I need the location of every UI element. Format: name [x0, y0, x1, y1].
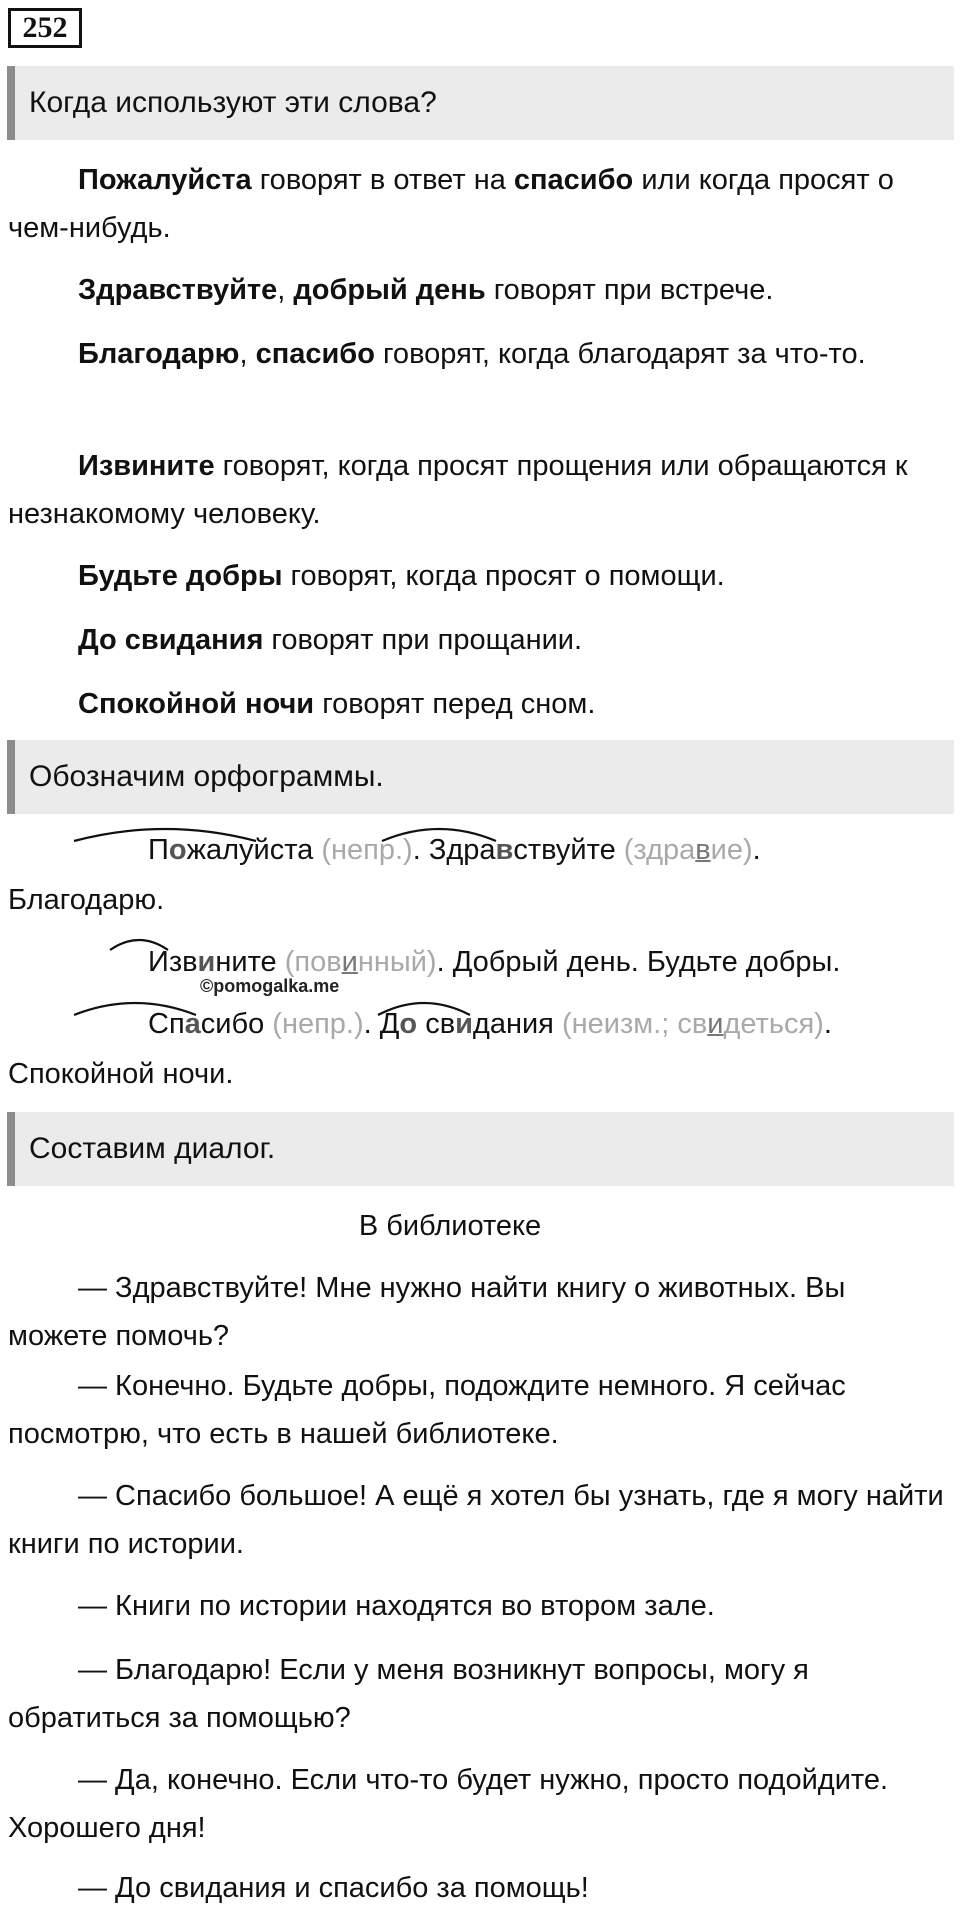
- usage-heading: Когда используют эти слова?: [29, 86, 437, 119]
- usage-text: или когда просят о чем-нибудь.: [8, 164, 894, 244]
- usage-paragraph-6: [8, 616, 948, 664]
- orthogram-note: нный): [357, 946, 437, 978]
- punctuation: .: [412, 834, 429, 866]
- usage-text: говорят при прощании.: [263, 624, 583, 656]
- punctuation: .: [823, 1008, 832, 1040]
- usage-paragraph-7: [8, 680, 948, 728]
- usage-paragraph-1: [8, 156, 948, 252]
- usage-term: До свидания: [78, 624, 264, 656]
- orthogram-check-letter: в: [695, 834, 711, 866]
- usage-paragraph-3: [8, 330, 948, 378]
- watermark: ©pomogalka.me: [200, 976, 340, 996]
- word-space: [417, 1008, 425, 1040]
- exercise-number: 252: [8, 8, 82, 48]
- usage-term: Благодарю: [78, 338, 240, 370]
- orthogram-note: (неизм.; св: [553, 1008, 708, 1040]
- sentence-text: . Добрый день. Будьте добры.: [436, 946, 841, 978]
- dialog-line-7: — До свидания и спасибо за помощь!: [78, 1872, 589, 1904]
- orthogram-line-3: [78, 938, 840, 986]
- orthogram-letter: а: [184, 1008, 201, 1040]
- usage-term: Извините: [78, 450, 215, 482]
- usage-text: говорят в ответ на: [251, 164, 514, 196]
- dialog-heading-bar: [7, 1112, 954, 1186]
- dialog-line-3: — Спасибо большое! А ещё я хотел бы узнать, где я могу найти книги по истории.: [8, 1480, 944, 1560]
- orthogram-check-letter: и: [707, 1008, 724, 1040]
- usage-term: спасибо: [513, 164, 634, 196]
- usage-separator: ,: [239, 338, 256, 370]
- orthogram-letter: и: [197, 946, 216, 978]
- orthogram-line-5: Спокойной ночи.: [8, 1058, 234, 1090]
- orthogram-note: (здра: [615, 834, 696, 866]
- word-part: Д: [379, 1008, 400, 1040]
- usage-term: Будьте добры: [78, 560, 283, 592]
- word-part: жалуйста: [186, 834, 314, 866]
- dialog-line-6: — Да, конечно. Если что-то будет нужно, просто подойдите. Хорошего дня!: [8, 1764, 889, 1844]
- usage-term: добрый день: [293, 274, 486, 306]
- orthogram-line-1: [78, 826, 761, 874]
- dialog-line-4: — Книги по истории находятся во втором зале.: [78, 1590, 715, 1622]
- usage-text: говорят при встрече.: [485, 274, 774, 306]
- orthogram-line-2: Благодарю.: [8, 884, 165, 916]
- orthogram-note: (непр.): [313, 834, 413, 866]
- usage-paragraph-4: [8, 442, 948, 538]
- usage-text: говорят, когда благодарят за что-то.: [374, 338, 866, 370]
- orthogram-heading-bar: [7, 740, 954, 814]
- dialog-heading: Составим диалог.: [29, 1132, 276, 1165]
- orthogram-letter: о: [399, 1008, 418, 1040]
- word-part: Здра: [428, 834, 496, 866]
- punctuation: .: [752, 834, 761, 866]
- orthogram-note: ие): [710, 834, 753, 866]
- dialog-line-2: — Конечно. Будьте добры, подождите немного. Я сейчас посмотрю, что есть в нашей библиотеке.: [8, 1370, 846, 1450]
- orthogram-line-4: [78, 1000, 832, 1048]
- usage-text: говорят перед сном.: [314, 688, 596, 720]
- usage-term: Здравствуйте: [78, 274, 278, 306]
- orthogram-letter: в: [495, 834, 514, 866]
- usage-paragraph-5: [8, 552, 948, 600]
- orthogram-check-letter: и: [341, 946, 358, 978]
- word-part: сибо: [200, 1008, 265, 1040]
- usage-term: спасибо: [255, 338, 375, 370]
- orthogram-note: (непр.): [264, 1008, 364, 1040]
- usage-text: говорят, когда просят прощения или обращаются к незнакомому человеку.: [8, 450, 908, 530]
- word-part: Сп: [148, 1008, 185, 1040]
- word-part: П: [148, 834, 169, 866]
- orthogram-note: деться): [723, 1008, 824, 1040]
- usage-term: Пожалуйста: [78, 164, 252, 196]
- word-part: св: [425, 1008, 456, 1040]
- word-part: ните: [215, 946, 277, 978]
- word-part: ствуйте: [513, 834, 616, 866]
- usage-term: Спокойной ночи: [78, 688, 315, 720]
- orthogram-letter: и: [455, 1008, 473, 1040]
- dialog-line-5: — Благодарю! Если у меня возникнут вопросы, могу я обратиться за помощью?: [8, 1654, 809, 1734]
- word-part: Изв: [148, 946, 198, 978]
- usage-separator: ,: [277, 274, 294, 306]
- orthogram-letter: о: [168, 834, 187, 866]
- usage-heading-bar: [7, 66, 954, 140]
- word-part: дания: [472, 1008, 554, 1040]
- usage-paragraph-2: [8, 266, 948, 314]
- orthogram-heading: Обозначим орфограммы.: [29, 760, 384, 793]
- orthogram-note: (пов: [276, 946, 342, 978]
- usage-text: говорят, когда просят о помощи.: [282, 560, 725, 592]
- dialog-line-1: — Здравствуйте! Мне нужно найти книгу о животных. Вы можете помочь?: [8, 1272, 846, 1352]
- punctuation: .: [363, 1008, 380, 1040]
- dialog-title: В библиотеке: [358, 1210, 542, 1242]
